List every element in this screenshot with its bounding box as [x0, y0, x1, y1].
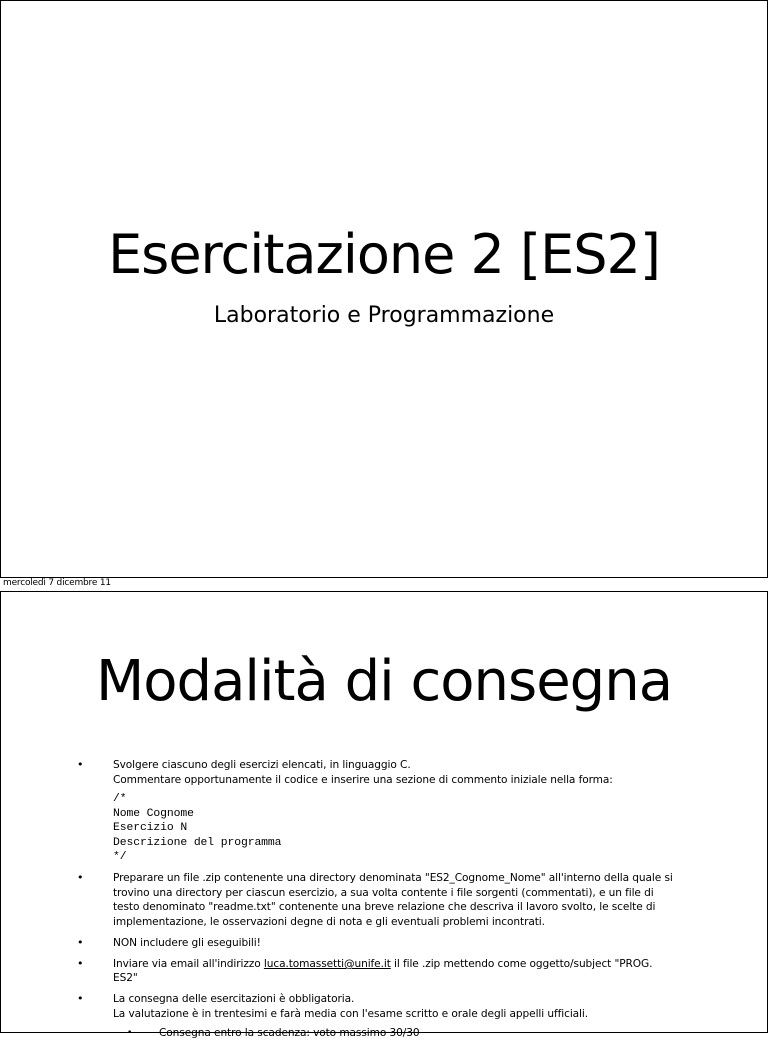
item-text-after: il file .zip mettendo come oggetto/subject "PROG. ES2" [113, 957, 653, 985]
bullet-icon: • [127, 1028, 133, 1039]
slide-title: Modalità di consegna [95, 649, 673, 714]
bullet-icon: • [77, 992, 84, 1006]
bullet-icon: • [77, 935, 84, 949]
item-text: La consegna delle esercitazioni è obbligatoria. [113, 993, 355, 1006]
sub-item-text: Consegna entro la scadenza: voto massimo 30/30 [159, 1027, 420, 1040]
list-item [1, 992, 767, 1041]
item-text [113, 957, 677, 986]
list-item [1, 871, 767, 929]
item-text-before: Inviare via email all'indirizzo [113, 957, 264, 970]
slide-subtitle: Laboratorio e Programmazione [213, 303, 555, 328]
bullet-icon: • [77, 956, 84, 970]
bullet-icon: • [77, 758, 84, 771]
comment-code-block: /* Nome Cognome Esercizio N Descrizione del programma */ [113, 793, 282, 864]
item-text: La valutazione è in trentesimi e farà media con l'esame scritto e orale degli appelli ufficiali. [113, 1007, 589, 1020]
item-text: Preparare un file .zip contenente una directory denominata "ES2_Cognome_Nome" all'interno della quale si trovino una directory per ciascun esercizio, a sua volta contente i file sorgenti (commentati), e un file di testo denominato "readme.txt" contenente una breve relazione che descriva il lavoro svolto, le scelte di implementazione, le osservazioni degne di nota e gli eventuali problemi incontrati. [113, 872, 673, 928]
item-text: Svolgere ciascuno degli esercizi elencati, in linguaggio C. [113, 759, 411, 771]
list-item [1, 957, 767, 986]
list-item [1, 758, 767, 865]
slide-delivery-rules [0, 591, 768, 1040]
email-link[interactable]: luca.tomassetti@unife.it [263, 957, 391, 970]
bullet-icon: • [77, 871, 84, 885]
sub-bullet-list [113, 1026, 677, 1041]
item-text: NON includere gli eseguibili! [113, 936, 261, 949]
item-text: Commentare opportunamente il codice e inserire una sezione di commento iniziale nella forma: [113, 773, 613, 786]
list-item [1, 936, 767, 951]
sub-list-item [113, 1026, 677, 1041]
slide-footer-date: mercoledì 7 dicembre 11 [3, 578, 111, 588]
slide-title: Esercitazione 2 [ES2] [108, 223, 660, 286]
bullet-list [1, 758, 767, 1047]
